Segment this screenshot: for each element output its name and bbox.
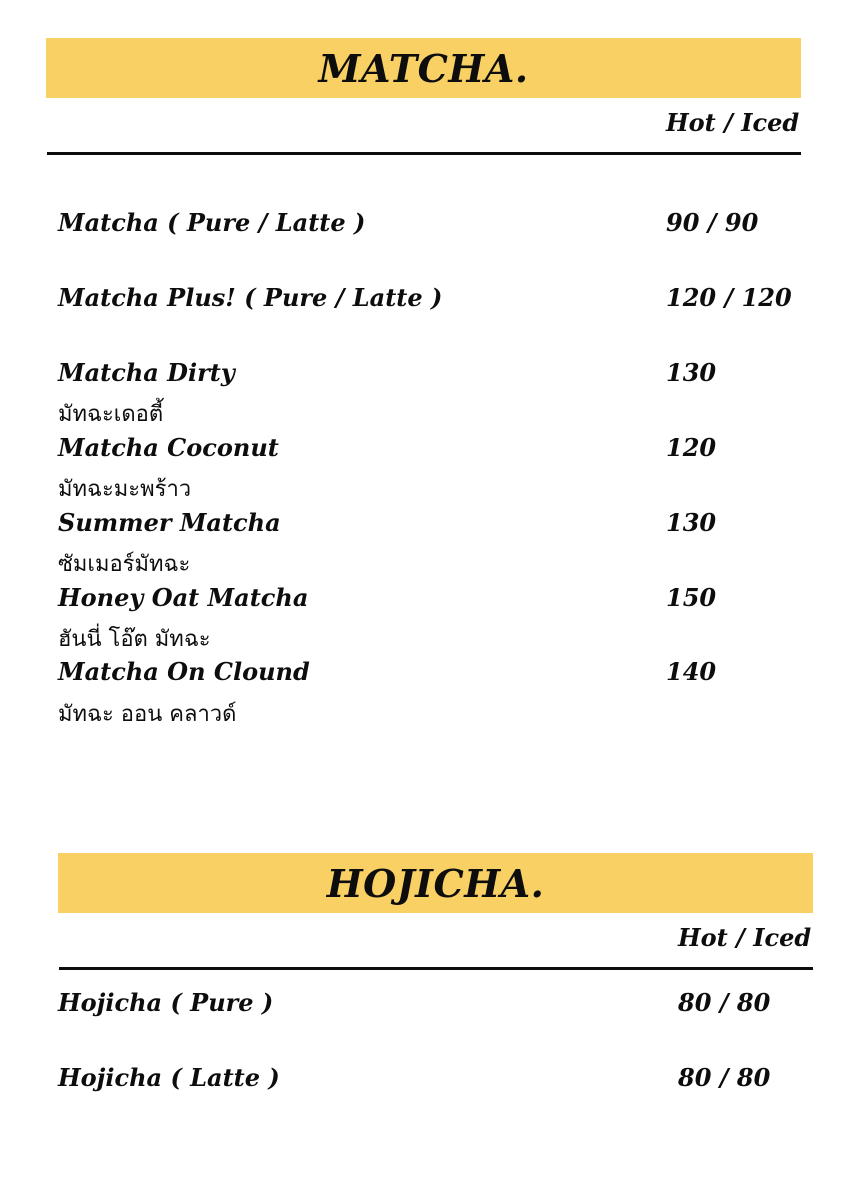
menu-item-name: Hojicha ( Latte )	[58, 1063, 280, 1092]
hojicha-banner	[58, 853, 813, 913]
menu-item-price: 120 / 120	[666, 283, 792, 312]
menu-item-name: Summer Matcha	[58, 508, 281, 537]
menu-item-name: Matcha ( Pure / Latte )	[58, 208, 366, 237]
menu-item-price: 140	[666, 657, 717, 686]
menu-item-price: 80 / 80	[678, 1063, 771, 1092]
hojicha-section-title: HOJICHA.	[326, 860, 545, 906]
menu-item-name: Hojicha ( Pure )	[58, 988, 274, 1017]
hojicha-divider	[59, 967, 813, 970]
menu-item-name: Matcha On Clound	[58, 657, 310, 686]
menu-item-thai-name: มัทฉะ ออน คลาวด์	[58, 702, 237, 727]
matcha-section-title: MATCHA.	[318, 45, 529, 91]
menu-item-name: Matcha Plus! ( Pure / Latte )	[58, 283, 443, 312]
menu-item-price: 80 / 80	[678, 988, 771, 1017]
matcha-column-header: Hot / Iced	[666, 108, 800, 137]
matcha-banner	[46, 38, 801, 98]
menu-item-thai-name: มัทฉะมะพร้าว	[58, 477, 192, 502]
menu-item-name: Matcha Dirty	[58, 358, 235, 387]
menu-item-thai-name: ฮันนี่ โอ๊ต มัทฉะ	[58, 627, 211, 652]
menu-item-price: 120	[666, 433, 717, 462]
menu-item-price: 90 / 90	[666, 208, 759, 237]
menu-item-name: Honey Oat Matcha	[58, 583, 309, 612]
menu-item-thai-name: ซัมเมอร์มัทฉะ	[58, 552, 191, 577]
menu-item-price: 150	[666, 583, 717, 612]
menu-item-price: 130	[666, 358, 717, 387]
menu-item-name: Matcha Coconut	[58, 433, 279, 462]
hojicha-column-header: Hot / Iced	[678, 923, 812, 952]
menu-item-thai-name: มัทฉะเดอตี้	[58, 402, 164, 427]
matcha-divider	[47, 152, 801, 155]
menu-item-price: 130	[666, 508, 717, 537]
